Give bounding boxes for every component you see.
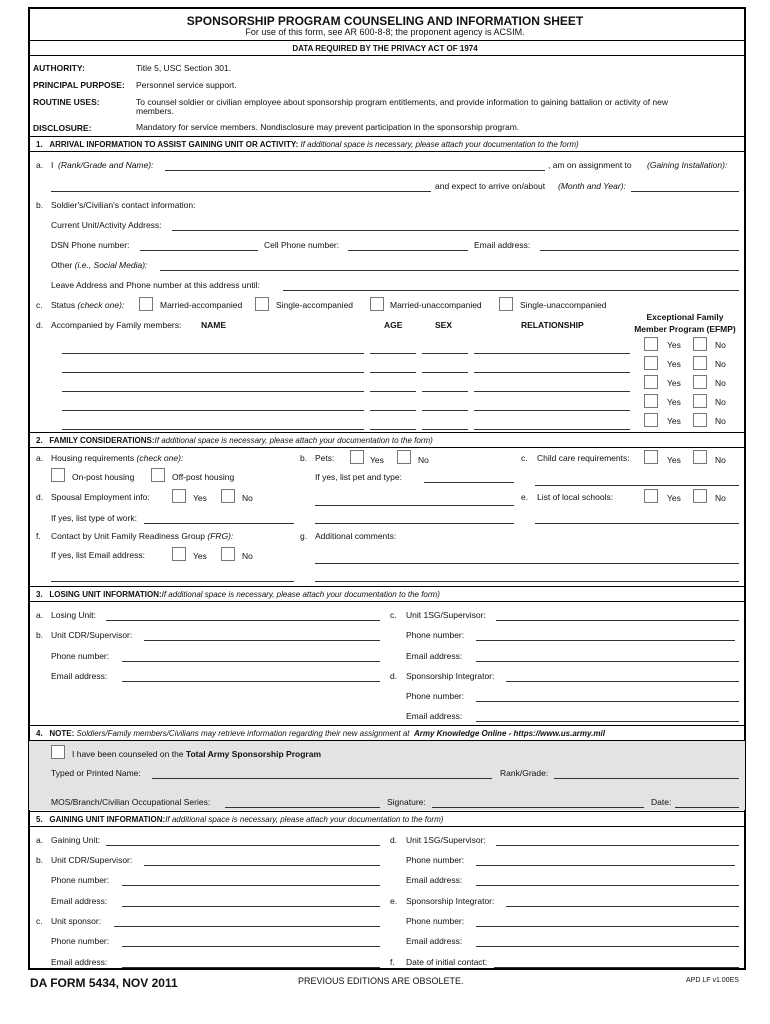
item-1b-letter: b.	[36, 200, 44, 210]
work-type-input-cont[interactable]	[315, 523, 514, 524]
work-type-input[interactable]	[144, 523, 294, 524]
section-3-header	[36, 590, 440, 599]
family-age-input[interactable]	[370, 410, 416, 411]
efmp-yes-label: Yes	[667, 397, 681, 407]
disclosure-text: Mandatory for service members. Nondisclosure may prevent participation in the sponsorship program.	[136, 122, 520, 132]
initial-contact-date-label: Date of initial contact:	[406, 957, 488, 967]
family-sex-input[interactable]	[422, 429, 468, 430]
item-1d-letter: d.	[36, 320, 44, 330]
section-4-header	[36, 729, 605, 738]
frg-abbr: (FRG):	[207, 531, 234, 541]
section-2-number: 2.	[36, 436, 43, 445]
section-5-number: 5.	[36, 815, 43, 824]
efmp-no-label: No	[715, 378, 726, 388]
initial-contact-date-input[interactable]	[494, 967, 739, 968]
pet-type-input[interactable]	[424, 482, 514, 483]
routine-uses-text-cont: members.	[136, 106, 174, 116]
losing-1sg-label: Unit 1SG/Supervisor:	[406, 610, 486, 620]
principal-purpose-label: PRINCIPAL PURPOSE:	[33, 80, 125, 90]
authority-label: AUTHORITY:	[33, 63, 85, 73]
family-sex-input[interactable]	[422, 391, 468, 392]
section-3-number: 3.	[36, 590, 43, 599]
pets-yes-label: Yes	[370, 455, 384, 465]
off-post-housing-label: Off-post housing	[172, 472, 235, 482]
schools-no-label: No	[715, 493, 726, 503]
frg-email-label: If yes, list Email address:	[51, 550, 146, 560]
contact-info-label: Soldier's/Civilian's contact information:	[51, 200, 196, 210]
ako-link[interactable]: Army Knowledge Online - https://www.us.army.mil	[413, 729, 605, 738]
spousal-employment-label: Spousal Employment info:	[51, 492, 150, 502]
married-unaccompanied-checkbox[interactable]	[370, 297, 384, 311]
month-year-input[interactable]	[631, 191, 739, 192]
losing-integrator-phone-label: Phone number:	[406, 691, 465, 701]
item-5a-letter: a.	[36, 835, 44, 845]
sponsor-phone-input[interactable]	[122, 946, 380, 947]
losing-cdr-input[interactable]	[144, 640, 380, 641]
status-hint: (check one):	[77, 300, 125, 310]
counseled-checkbox[interactable]	[51, 745, 65, 759]
date-input[interactable]	[675, 807, 739, 808]
frg-yes-label: Yes	[193, 551, 207, 561]
counseled-label-text: I have been counseled on the	[72, 749, 184, 759]
schools-no-checkbox[interactable]	[693, 489, 707, 503]
efmp-no-checkbox[interactable]	[693, 413, 707, 427]
section-4-number: 4.	[36, 729, 43, 738]
accompanied-label: Accompanied by Family members:	[51, 320, 182, 330]
spousal-yes-label: Yes	[193, 493, 207, 503]
family-name-input[interactable]	[62, 372, 364, 373]
dsn-phone-label: DSN Phone number:	[51, 240, 130, 250]
gaining-integrator-phone-label: Phone number:	[406, 916, 465, 926]
losing-cdr-label: Unit CDR/Supervisor:	[51, 630, 133, 640]
name-column-header: NAME	[201, 320, 227, 330]
losing-cdr-phone-input[interactable]	[122, 661, 380, 662]
housing-label-text: Housing requirements	[51, 453, 135, 463]
gaining-cdr-phone-input[interactable]	[122, 885, 380, 886]
item-3d-letter: d.	[390, 671, 398, 681]
losing-1sg-phone-label: Phone number:	[406, 630, 465, 640]
item-2b-letter: b.	[300, 453, 308, 463]
comments-input[interactable]	[315, 563, 739, 564]
item-3b-letter: b.	[36, 630, 44, 640]
divider	[29, 40, 745, 41]
item-5e-letter: e.	[390, 896, 398, 906]
routine-uses-label: ROUTINE USES:	[33, 97, 100, 107]
section-4-note-label: NOTE:	[49, 729, 75, 738]
section-3-note: If additional space is necessary, please attach your documentation to the form)	[161, 590, 440, 599]
efmp-yes-label: Yes	[667, 340, 681, 350]
single-unaccompanied-label: Single-unaccompanied	[520, 300, 607, 310]
leave-address-input[interactable]	[283, 290, 739, 291]
cell-phone-input[interactable]	[348, 250, 468, 251]
efmp-yes-checkbox[interactable]	[644, 394, 658, 408]
month-year-label: (Month and Year):	[558, 181, 626, 191]
email-label: Email address:	[474, 240, 531, 250]
family-name-input[interactable]	[62, 391, 364, 392]
mos-input[interactable]	[225, 807, 380, 808]
efmp-yes-label: Yes	[667, 378, 681, 388]
gaining-installation-input[interactable]	[51, 191, 431, 192]
rank-name-label: (Rank/Grade and Name):	[58, 160, 154, 170]
item-1a-letter: a.	[36, 160, 44, 170]
family-name-input[interactable]	[62, 410, 364, 411]
obsolete-notice: PREVIOUS EDITIONS ARE OBSOLETE.	[298, 976, 464, 986]
current-unit-label: Current Unit/Activity Address:	[51, 220, 162, 230]
section-5-note: If additional space is necessary, please attach your documentation to the form)	[165, 815, 444, 824]
sex-column-header: SEX	[435, 320, 453, 330]
housing-label	[51, 453, 183, 463]
item-2g-letter: g.	[300, 531, 308, 541]
frg-yes-checkbox[interactable]	[172, 547, 186, 561]
efmp-no-label: No	[715, 359, 726, 369]
gaining-cdr-label: Unit CDR/Supervisor:	[51, 855, 133, 865]
routine-uses-text: To counsel soldier or civilian employee about sponsorship program entitlements, and provide information to gaining battalion or activity of new	[136, 97, 669, 107]
sponsor-email-input[interactable]	[122, 967, 380, 968]
section-1-number: 1.	[36, 140, 43, 149]
family-sex-input[interactable]	[422, 410, 468, 411]
efmp-no-label: No	[715, 416, 726, 426]
gaining-1sg-phone-input[interactable]	[476, 865, 735, 866]
gaining-1sg-label: Unit 1SG/Supervisor:	[406, 835, 486, 845]
mos-label: MOS/Branch/Civilian Occupational Series:	[51, 797, 211, 807]
form-title: SPONSORSHIP PROGRAM COUNSELING AND INFORMATION SHEET	[186, 14, 584, 28]
child-care-yes-checkbox[interactable]	[644, 450, 658, 464]
arrival-label: and expect to arrive on/about	[435, 181, 546, 191]
gaining-cdr-phone-label: Phone number:	[51, 875, 110, 885]
other-hint: (i.e., Social Media):	[74, 260, 148, 270]
losing-integrator-email-input[interactable]	[476, 721, 739, 722]
work-type-label: If yes, list type of work:	[51, 513, 137, 523]
comments-input-cont[interactable]	[315, 581, 739, 582]
item-5c-letter: c.	[36, 916, 43, 926]
section-5-header	[36, 815, 443, 824]
gaining-cdr-email-label: Email address:	[51, 896, 108, 906]
efmp-yes-label: Yes	[667, 359, 681, 369]
on-post-housing-checkbox[interactable]	[51, 468, 65, 482]
status-label	[51, 300, 124, 310]
losing-1sg-email-input[interactable]	[476, 661, 739, 662]
family-relationship-input[interactable]	[474, 410, 630, 411]
gaining-1sg-phone-label: Phone number:	[406, 855, 465, 865]
single-unaccompanied-checkbox[interactable]	[499, 297, 513, 311]
off-post-housing-checkbox[interactable]	[151, 468, 165, 482]
child-care-yes-label: Yes	[667, 455, 681, 465]
schools-yes-label: Yes	[667, 493, 681, 503]
principal-purpose-text: Personnel service support.	[136, 80, 237, 90]
pet-type-input-cont[interactable]	[315, 505, 514, 506]
item-2a-letter: a.	[36, 453, 44, 463]
child-care-no-label: No	[715, 455, 726, 465]
family-name-input[interactable]	[62, 353, 364, 354]
pets-yes-checkbox[interactable]	[350, 450, 364, 464]
section-1-note: If additional space is necessary, please attach your documentation to the form)	[300, 140, 579, 149]
relationship-column-header: RELATIONSHIP	[521, 320, 584, 330]
single-accompanied-label: Single-accompanied	[276, 300, 354, 310]
efmp-no-label: No	[715, 340, 726, 350]
frg-no-checkbox[interactable]	[221, 547, 235, 561]
efmp-no-checkbox[interactable]	[693, 375, 707, 389]
rank-name-input[interactable]	[165, 170, 545, 171]
single-accompanied-checkbox[interactable]	[255, 297, 269, 311]
family-age-input[interactable]	[370, 353, 416, 354]
divider	[29, 447, 745, 448]
losing-integrator-phone-input[interactable]	[476, 701, 739, 702]
disclosure-label: DISCLOSURE:	[33, 123, 92, 133]
gaining-cdr-email-input[interactable]	[122, 906, 380, 907]
program-name: Total Army Sponsorship Program	[185, 749, 321, 759]
losing-unit-label: Losing Unit:	[51, 610, 96, 620]
family-relationship-input[interactable]	[474, 429, 630, 430]
divider	[29, 725, 745, 726]
efmp-header-cont: Member Program (EFMP)	[634, 324, 736, 334]
divider	[29, 136, 745, 137]
losing-cdr-email-input[interactable]	[122, 681, 380, 682]
spousal-no-checkbox[interactable]	[221, 489, 235, 503]
losing-unit-input[interactable]	[106, 620, 380, 621]
section-2-header	[36, 436, 433, 445]
gaining-integrator-email-input[interactable]	[476, 946, 739, 947]
item-5b-letter: b.	[36, 855, 44, 865]
married-accompanied-label: Married-accompanied	[160, 300, 243, 310]
losing-1sg-input[interactable]	[496, 620, 739, 621]
family-relationship-input[interactable]	[474, 353, 630, 354]
gaining-1sg-email-label: Email address:	[406, 875, 463, 885]
section-2-note: If additional space is necessary, please attach your documentation to the form)	[154, 436, 433, 445]
signature-label: Signature:	[387, 797, 426, 807]
privacy-act-title: DATA REQUIRED BY THE PRIVACY ACT OF 1974	[292, 44, 478, 53]
gaining-unit-input[interactable]	[106, 845, 380, 846]
item-2c-letter: c.	[521, 453, 528, 463]
efmp-yes-checkbox[interactable]	[644, 375, 658, 389]
losing-1sg-email-label: Email address:	[406, 651, 463, 661]
losing-cdr-email-label: Email address:	[51, 671, 108, 681]
sponsor-email-label: Email address:	[51, 957, 108, 967]
authority-text: Title 5, USC Section 301.	[136, 63, 232, 73]
item-2d-letter: d.	[36, 492, 44, 502]
pets-no-checkbox[interactable]	[397, 450, 411, 464]
frg-label-text: Contact by Unit Family Readiness Group	[51, 531, 206, 541]
family-age-input[interactable]	[370, 429, 416, 430]
section-1-header	[36, 140, 579, 149]
losing-integrator-email-label: Email address:	[406, 711, 463, 721]
section-3-title: LOSING UNIT INFORMATION:	[49, 590, 162, 599]
dsn-phone-input[interactable]	[140, 250, 258, 251]
typed-name-label: Typed or Printed Name:	[51, 768, 141, 778]
efmp-header: Exceptional Family	[646, 312, 724, 322]
typed-name-input[interactable]	[152, 778, 492, 779]
item-3a-letter: a.	[36, 610, 44, 620]
other-label	[51, 260, 147, 270]
losing-cdr-phone-label: Phone number:	[51, 651, 110, 661]
schools-yes-checkbox[interactable]	[644, 489, 658, 503]
item-5f-letter: f.	[390, 957, 395, 967]
spousal-no-label: No	[242, 493, 253, 503]
item-1a-pronoun: I	[51, 160, 54, 170]
form-subtitle: For use of this form, see AR 600-8-8; the proponent agency is ACSIM.	[245, 27, 525, 37]
section-5-title: GAINING UNIT INFORMATION:	[49, 815, 166, 824]
divider	[29, 740, 745, 741]
assignment-label: , am on assignment to	[548, 160, 632, 170]
married-unaccompanied-label: Married-unaccompanied	[390, 300, 482, 310]
child-care-label: Child care requirements:	[537, 453, 630, 463]
on-post-housing-label: On-post housing	[72, 472, 135, 482]
family-relationship-input[interactable]	[474, 391, 630, 392]
divider	[29, 601, 745, 602]
family-sex-input[interactable]	[422, 353, 468, 354]
cell-phone-label: Cell Phone number:	[264, 240, 340, 250]
divider	[29, 826, 745, 827]
efmp-yes-checkbox[interactable]	[644, 337, 658, 351]
efmp-yes-label: Yes	[667, 416, 681, 426]
child-care-no-checkbox[interactable]	[693, 450, 707, 464]
housing-hint: (check one):	[136, 453, 184, 463]
gaining-cdr-input[interactable]	[144, 865, 380, 866]
efmp-yes-checkbox[interactable]	[644, 413, 658, 427]
efmp-yes-checkbox[interactable]	[644, 356, 658, 370]
unit-sponsor-input[interactable]	[114, 926, 380, 927]
pets-no-label: No	[418, 455, 429, 465]
divider	[29, 151, 745, 152]
spousal-yes-checkbox[interactable]	[172, 489, 186, 503]
divider	[29, 811, 745, 812]
frg-label	[51, 531, 233, 541]
efmp-no-label: No	[715, 397, 726, 407]
section-4-note: Soldiers/Family members/Civilians may retrieve information regarding their new assignment at	[76, 729, 410, 738]
gaining-1sg-input[interactable]	[496, 845, 739, 846]
divider	[29, 55, 745, 56]
family-age-input[interactable]	[370, 391, 416, 392]
item-3c-letter: c.	[390, 610, 397, 620]
efmp-no-checkbox[interactable]	[693, 394, 707, 408]
divider	[29, 586, 745, 587]
losing-1sg-phone-input[interactable]	[476, 640, 735, 641]
pets-label: Pets:	[315, 453, 335, 463]
gaining-integrator-phone-input[interactable]	[476, 926, 739, 927]
gaining-unit-label: Gaining Unit:	[51, 835, 101, 845]
local-schools-label: List of local schools:	[537, 492, 614, 502]
counseled-label	[72, 749, 321, 759]
age-column-header: AGE	[384, 320, 403, 330]
family-name-input[interactable]	[62, 429, 364, 430]
gaining-integrator-label: Sponsorship Integrator:	[406, 896, 495, 906]
date-label: Date:	[651, 797, 672, 807]
leave-address-label: Leave Address and Phone number at this address until:	[51, 280, 260, 290]
efmp-no-checkbox[interactable]	[693, 337, 707, 351]
family-sex-input[interactable]	[422, 372, 468, 373]
efmp-no-checkbox[interactable]	[693, 356, 707, 370]
losing-integrator-label: Sponsorship Integrator:	[406, 671, 495, 681]
losing-integrator-input[interactable]	[506, 681, 739, 682]
frg-no-label: No	[242, 551, 253, 561]
section-1-title: ARRIVAL INFORMATION TO ASSIST GAINING UNIT OR ACTIVITY:	[49, 140, 299, 149]
gaining-integrator-email-label: Email address:	[406, 936, 463, 946]
item-1c-letter: c.	[36, 300, 43, 310]
family-relationship-input[interactable]	[474, 372, 630, 373]
frg-email-input[interactable]	[51, 581, 294, 582]
gaining-integrator-input[interactable]	[506, 906, 739, 907]
version-label: APD LF v1.00ES	[686, 977, 739, 984]
gaining-installation-label: (Gaining Installation):	[647, 160, 728, 170]
item-2f-letter: f.	[36, 531, 41, 541]
rank-grade-input[interactable]	[554, 778, 739, 779]
sponsor-phone-label: Phone number:	[51, 936, 110, 946]
comments-label: Additional comments:	[315, 531, 397, 541]
child-care-input[interactable]	[535, 485, 739, 486]
status-label-text: Status	[51, 300, 76, 310]
section-2-title: FAMILY CONSIDERATIONS:	[49, 436, 155, 445]
married-accompanied-checkbox[interactable]	[139, 297, 153, 311]
unit-sponsor-label: Unit sponsor:	[51, 916, 102, 926]
rank-grade-label: Rank/Grade:	[500, 768, 549, 778]
item-5d-letter: d.	[390, 835, 398, 845]
other-label-text: Other	[51, 260, 73, 270]
gaining-1sg-email-input[interactable]	[476, 885, 739, 886]
local-schools-input[interactable]	[535, 523, 739, 524]
divider	[29, 432, 745, 433]
family-age-input[interactable]	[370, 372, 416, 373]
pet-type-label: If yes, list pet and type:	[315, 472, 402, 482]
form-id: DA FORM 5434, NOV 2011	[30, 976, 178, 990]
item-2e-letter: e.	[521, 492, 529, 502]
email-input[interactable]	[540, 250, 739, 251]
other-input[interactable]	[160, 270, 739, 271]
signature-input[interactable]	[432, 807, 644, 808]
current-unit-input[interactable]	[172, 230, 739, 231]
